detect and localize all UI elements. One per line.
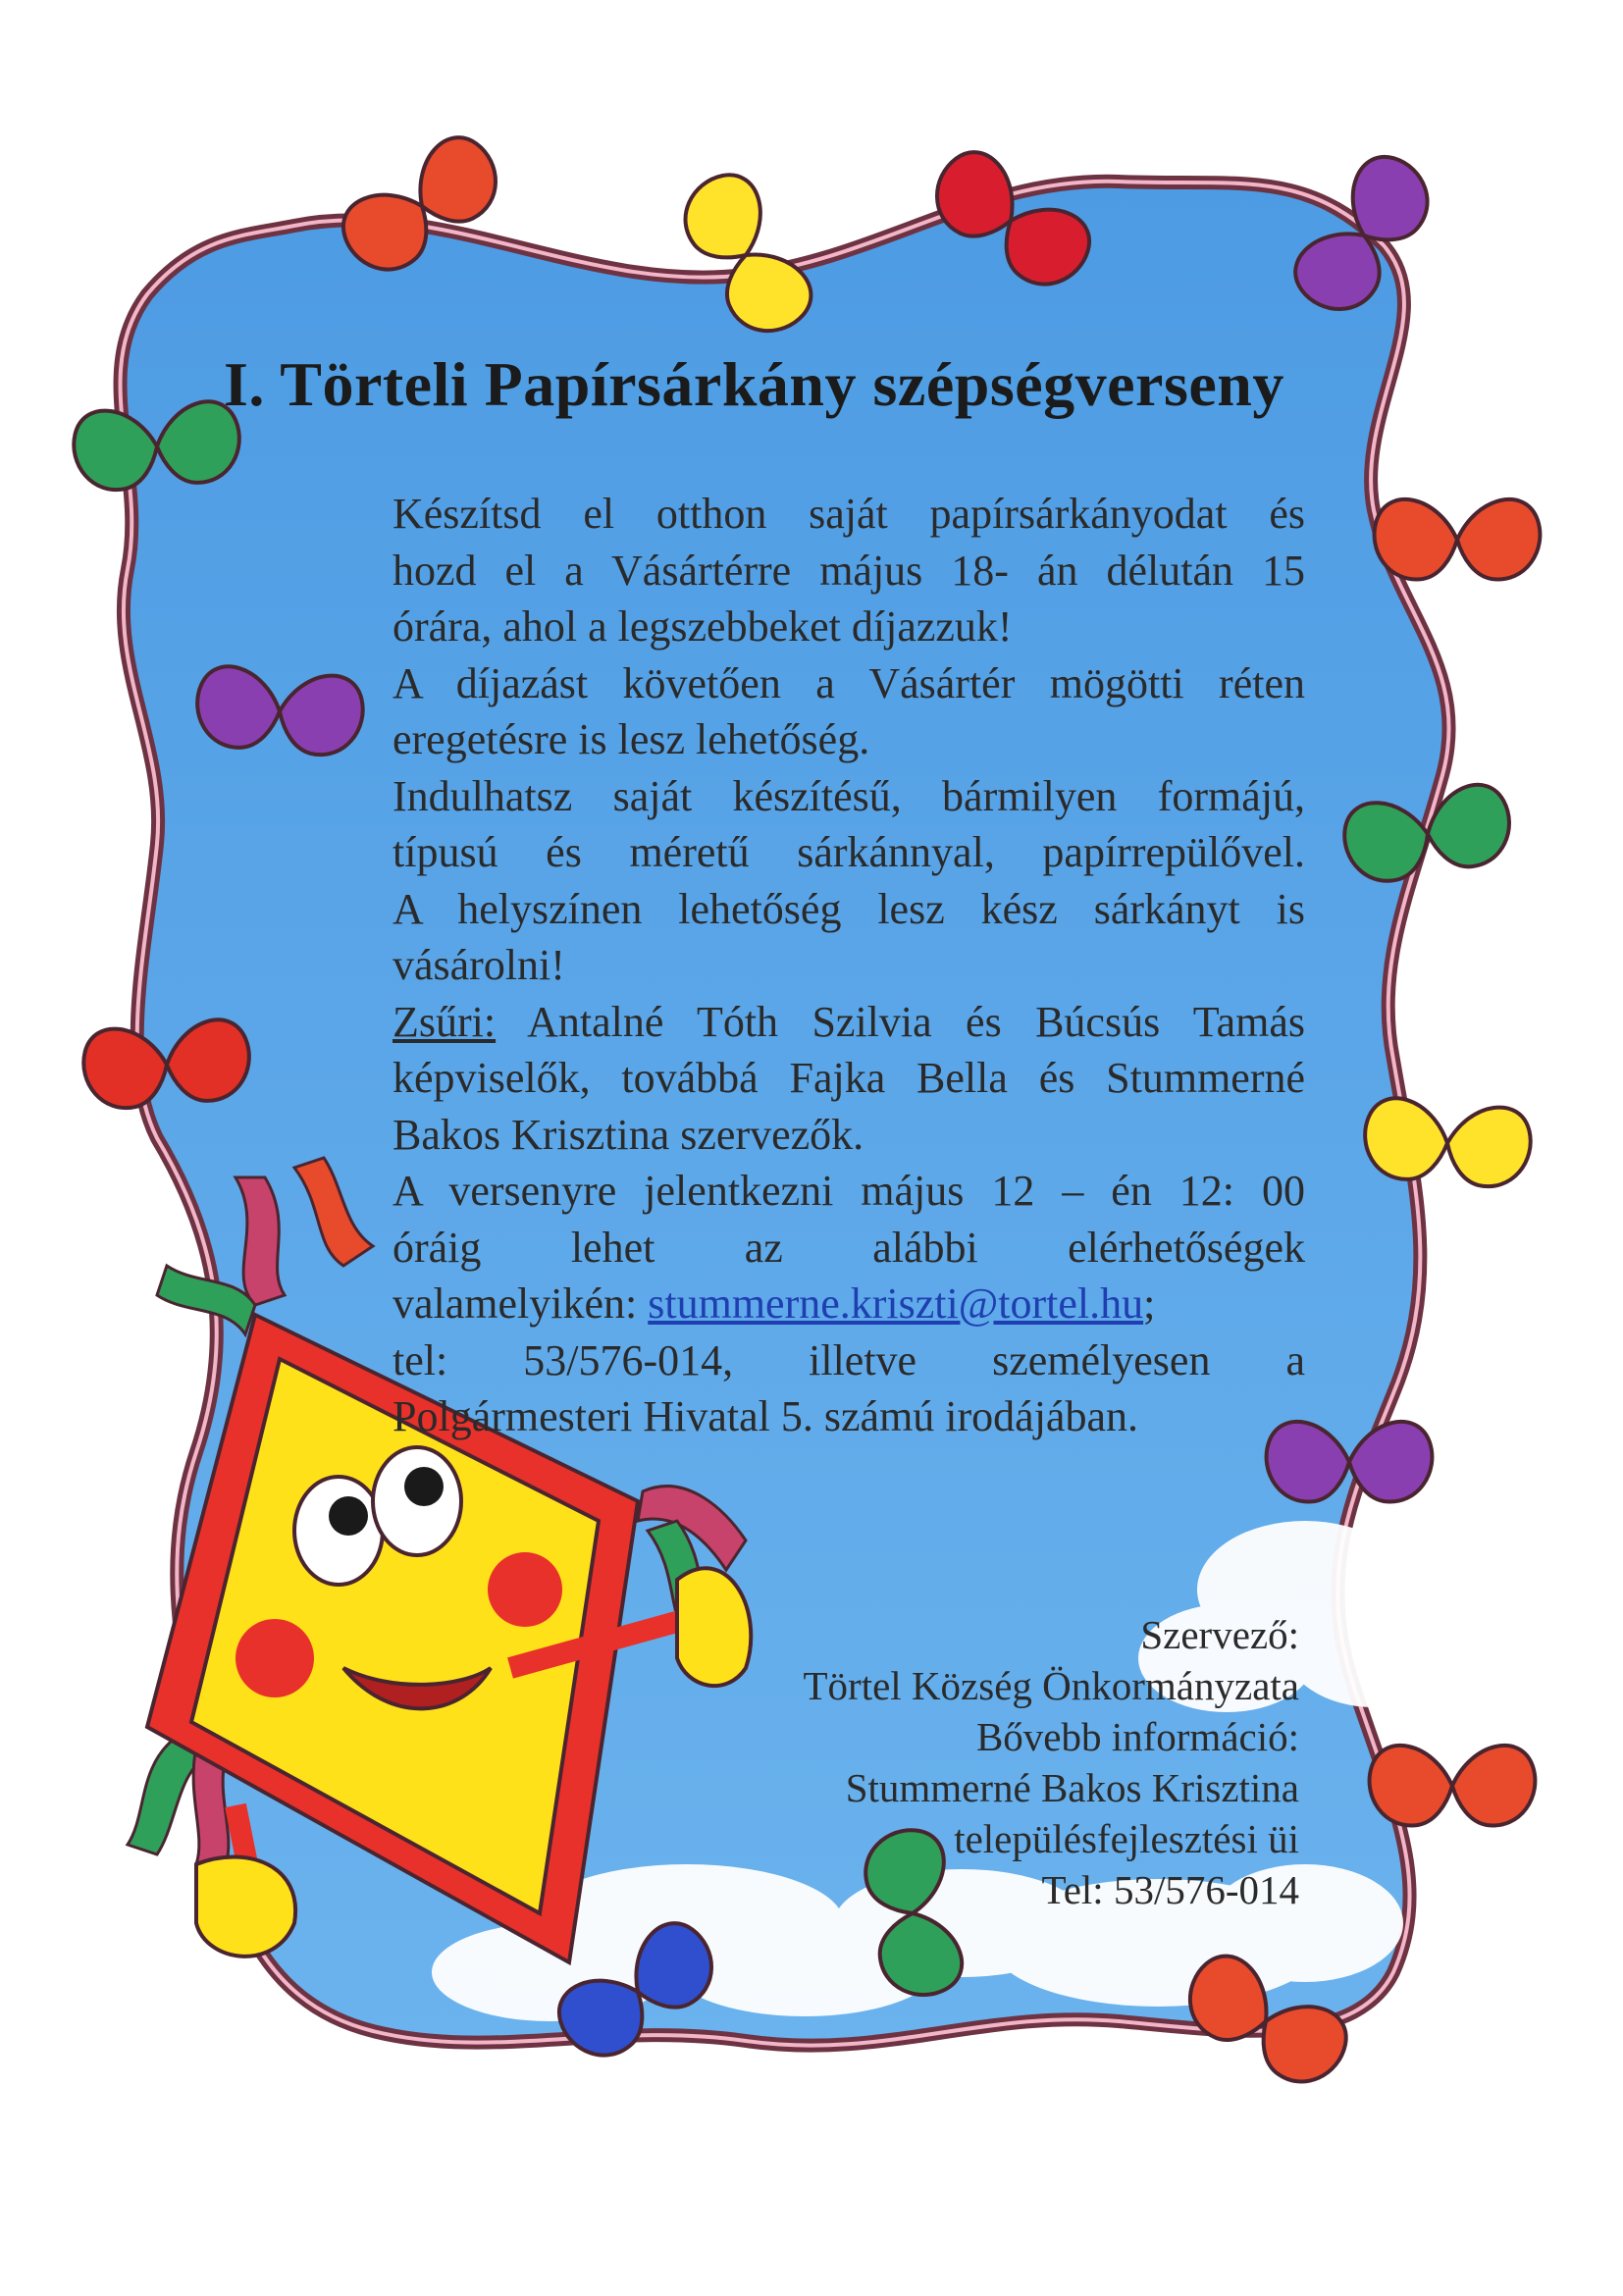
organizer-name: Törtel Község Önkormányzata bbox=[803, 1663, 1299, 1708]
jury-line bbox=[393, 994, 1305, 1051]
body-line: Készítsd el otthon saját papírsárkányodat és bbox=[393, 490, 1305, 538]
contact-role: településfejlesztési üi bbox=[954, 1816, 1299, 1861]
bow-orange-red bbox=[1375, 499, 1541, 580]
body-line: hozd el a Vásártérre május 18- án délután 15 bbox=[393, 546, 1305, 595]
body-line: órára, ahol a legszebbeket díjazzuk! bbox=[393, 602, 1013, 651]
body-line: A helyszínen lehetőség lesz kész sárkányt is bbox=[393, 884, 1305, 933]
body-line: óráig lehet az alábbi elérhetőségek bbox=[393, 1223, 1305, 1272]
body-line: eregetésre is lesz lehetőség. bbox=[393, 715, 870, 763]
body-line: típusú és méretű sárkánnyal, papírrepülővel. bbox=[393, 828, 1305, 876]
body-line: A díjazást követően a Vásártér mögötti réten bbox=[393, 658, 1305, 707]
jury-label: Zsűri: bbox=[393, 997, 497, 1046]
jury-names: Antalné Tóth Szilvia és Búcsús Tamás bbox=[527, 997, 1306, 1046]
body-line: vásárolni! bbox=[393, 941, 565, 989]
page-title: I. Törteli Papírsárkány szépségverseny bbox=[224, 349, 1284, 419]
bow-orange-red bbox=[1370, 1746, 1536, 1826]
email-line bbox=[393, 1276, 1305, 1332]
bow-yellow bbox=[1361, 1096, 1533, 1190]
organizer-block bbox=[612, 1609, 1299, 1915]
contact-phone: Tel: 53/576-014 bbox=[1041, 1867, 1299, 1912]
organizer-label: Szervező: bbox=[1140, 1612, 1299, 1657]
email-prefix: valamelyikén: bbox=[393, 1279, 638, 1328]
body-line: tel: 53/576-014, illetve személyesen a bbox=[393, 1335, 1305, 1384]
body-line: Bakos Krisztina szervezők. bbox=[393, 1110, 864, 1159]
email-link[interactable]: stummerne.kriszti@tortel.hu bbox=[648, 1279, 1144, 1328]
body-line: A versenyre jelentkezni május 12 – én 12: 00 bbox=[393, 1167, 1305, 1215]
body-line: Indulhatsz saját készítésű, bármilyen formájú, bbox=[393, 771, 1305, 820]
info-label: Bővebb információ: bbox=[975, 1714, 1299, 1759]
announcement-body bbox=[393, 486, 1305, 1445]
body-line: Polgármesteri Hivatal 5. számú irodájában. bbox=[393, 1392, 1138, 1440]
body-line: képviselők, továbbá Fajka Bella és Stummerné bbox=[393, 1054, 1305, 1102]
contact-name: Stummerné Bakos Krisztina bbox=[845, 1765, 1299, 1810]
email-suffix: ; bbox=[1143, 1279, 1156, 1328]
